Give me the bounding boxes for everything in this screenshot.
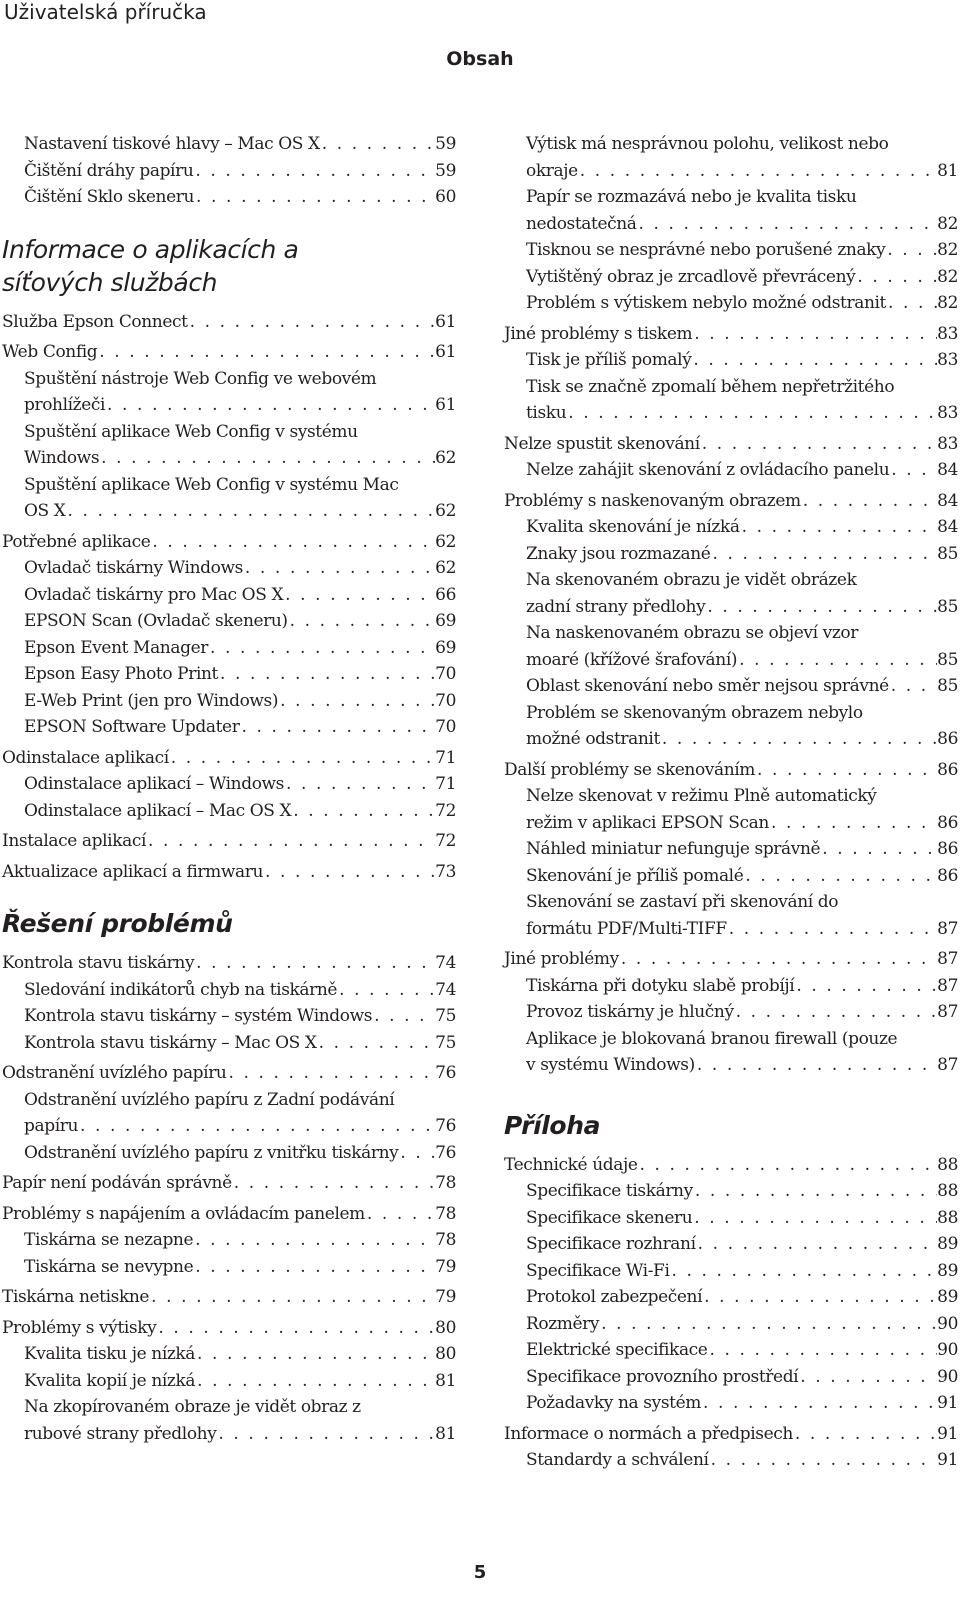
toc-entry[interactable]: Epson Event Manager . . . 69 <box>2 635 456 662</box>
toc-entry[interactable]: Tiskárna se nezapne . . . 78 <box>2 1227 456 1254</box>
toc-entry[interactable]: Tiskárna se nevypne . . . 79 <box>2 1254 456 1281</box>
toc-entry[interactable]: Odstranění uvízlého papíru . . . 76 <box>2 1060 456 1087</box>
toc-entry[interactable]: Odstranění uvízlého papíru z vnitřku tiskárny . . . 76 <box>2 1140 456 1167</box>
toc-entry[interactable]: Nastavení tiskové hlavy – Mac OS X . . . 59 <box>2 131 456 158</box>
toc-entry[interactable]: Nelze zahájit skenování z ovládacího panelu . . . 84 <box>504 457 958 484</box>
toc-entry[interactable]: Požadavky na systém . . . 91 <box>504 1390 958 1417</box>
toc-entry[interactable]: Specifikace rozhraní . . . 89 <box>504 1231 958 1258</box>
toc-entry[interactable]: Skenování je příliš pomalé . . . 86 <box>504 863 958 890</box>
toc-entry[interactable]: Tisknou se nesprávné nebo porušené znaky . . . 82 <box>504 237 958 264</box>
toc-entry[interactable]: Čištění dráhy papíru . . . 59 <box>2 158 456 185</box>
toc-entry[interactable]: Náhled miniatur nefunguje správně . . . 86 <box>504 836 958 863</box>
toc-entry[interactable]: Kvalita tisku je nízká . . . 80 <box>2 1341 456 1368</box>
toc-entry[interactable]: Spuštění aplikace Web Config v systému Mac OS X . . . 62 <box>2 472 456 525</box>
toc-entry[interactable]: Standardy a schválení . . . 91 <box>504 1447 958 1474</box>
toc-entry[interactable]: Tiskárna netiskne . . . 79 <box>2 1284 456 1311</box>
toc-entry[interactable]: Na zkopírovaném obraze je vidět obraz z rubové strany předlohy . . . 81 <box>2 1394 456 1447</box>
toc-entry[interactable]: Aplikace je blokovaná branou firewall (pouze v systému Windows) . . . 87 <box>504 1026 958 1079</box>
toc-entry[interactable]: EPSON Scan (Ovladač skeneru) . . . 69 <box>2 608 456 635</box>
toc-entry[interactable]: Kvalita skenování je nízká . . . 84 <box>504 514 958 541</box>
toc-right-column <box>504 131 958 1474</box>
toc-entry[interactable]: Specifikace Wi-Fi . . . 89 <box>504 1258 958 1285</box>
toc-entry[interactable]: Specifikace tiskárny . . . 88 <box>504 1178 958 1205</box>
toc-entry[interactable]: Jiné problémy . . . 87 <box>504 946 958 973</box>
toc-entry[interactable]: Jiné problémy s tiskem . . . 83 <box>504 321 958 348</box>
toc-entry[interactable]: Kontrola stavu tiskárny – Mac OS X . . . 75 <box>2 1030 456 1057</box>
section-heading[interactable]: Řešení problémů <box>2 909 233 938</box>
toc-entry[interactable]: Papír není podáván správně . . . 78 <box>2 1170 456 1197</box>
toc-entry[interactable]: Rozměry . . . 90 <box>504 1311 958 1338</box>
toc-entry[interactable]: Tisk se značně zpomalí během nepřetržitého tisku . . . 83 <box>504 374 958 427</box>
toc-entry[interactable]: Služba Epson Connect . . . 61 <box>2 309 456 336</box>
toc-entry[interactable]: Technické údaje . . . 88 <box>504 1152 958 1179</box>
toc-entry[interactable]: Odinstalace aplikací – Mac OS X . . . 72 <box>2 798 456 825</box>
toc-entry[interactable]: Sledování indikátorů chyb na tiskárně . . . 74 <box>2 977 456 1004</box>
toc-entry[interactable]: Informace o normách a předpisech . . . 91 <box>504 1421 958 1448</box>
toc-entry[interactable]: Specifikace provozního prostředí . . . 90 <box>504 1364 958 1391</box>
toc-entry[interactable]: Specifikace skeneru . . . 88 <box>504 1205 958 1232</box>
running-header: Uživatelská příručka <box>4 0 207 24</box>
toc-entry[interactable]: Čištění Sklo skeneru . . . 60 <box>2 184 456 211</box>
toc-entry[interactable]: Skenování se zastaví při skenování do formátu PDF/Multi-TIFF . . . 87 <box>504 889 958 942</box>
toc-entry[interactable]: Odstranění uvízlého papíru z Zadní podávání papíru . . . 76 <box>2 1087 456 1140</box>
toc-entry[interactable]: EPSON Software Updater . . . 70 <box>2 714 456 741</box>
toc-entry[interactable]: Výtisk má nesprávnou polohu, velikost nebo okraje . . . 81 <box>504 131 958 184</box>
toc-entry[interactable]: Papír se rozmazává nebo je kvalita tisku nedostatečná . . . 82 <box>504 184 958 237</box>
toc-entry[interactable]: Elektrické specifikace . . . 90 <box>504 1337 958 1364</box>
toc-entry[interactable]: Odinstalace aplikací – Windows . . . 71 <box>2 771 456 798</box>
toc-entry[interactable]: Instalace aplikací . . . 72 <box>2 828 456 855</box>
section-heading[interactable]: Příloha <box>504 1110 601 1140</box>
toc-entry[interactable]: Problém se skenovaným obrazem nebylo možné odstranit . . . 86 <box>504 700 958 753</box>
toc-entry[interactable]: Nelze spustit skenování . . . 83 <box>504 431 958 458</box>
toc-entry[interactable]: Kvalita kopií je nízká . . . 81 <box>2 1368 456 1395</box>
toc-entry[interactable]: Nelze skenovat v režimu Plně automatický režim v aplikaci EPSON Scan . . . 86 <box>504 783 958 836</box>
toc-entry[interactable]: Spuštění aplikace Web Config v systému Windows . . . 62 <box>2 419 456 472</box>
toc-entry[interactable]: Problém s výtiskem nebylo možné odstranit . . . 82 <box>504 290 958 317</box>
toc-entry[interactable]: Epson Easy Photo Print . . . 70 <box>2 661 456 688</box>
toc-entry[interactable]: Tiskárna při dotyku slabě probíjí . . . 87 <box>504 973 958 1000</box>
toc-entry[interactable]: Kontrola stavu tiskárny . . . 74 <box>2 950 456 977</box>
page-title: Obsah <box>446 48 514 70</box>
toc-entry[interactable]: Znaky jsou rozmazané . . . 85 <box>504 541 958 568</box>
toc-entry[interactable]: Provoz tiskárny je hlučný . . . 87 <box>504 999 958 1026</box>
toc-entry[interactable]: Potřebné aplikace . . . 62 <box>2 529 456 556</box>
toc-entry[interactable]: Problémy s výtisky . . . 80 <box>2 1315 456 1342</box>
toc-entry[interactable]: Vytištěný obraz je zrcadlově převrácený . . . 82 <box>504 264 958 291</box>
page-number: 5 <box>473 1562 487 1583</box>
toc-entry[interactable]: Web Config . . . 61 <box>2 339 456 366</box>
toc-entry[interactable]: Aktualizace aplikací a firmwaru . . . 73 <box>2 859 456 886</box>
toc-entry[interactable]: Ovladač tiskárny pro Mac OS X . . . 66 <box>2 582 456 609</box>
toc-entry[interactable]: Problémy s napájením a ovládacím panelem . . . 78 <box>2 1201 456 1228</box>
toc-entry[interactable]: Kontrola stavu tiskárny – systém Windows . . . 75 <box>2 1003 456 1030</box>
toc-entry[interactable]: Na naskenovaném obrazu se objeví vzor moaré (křížové šrafování) . . . 85 <box>504 620 958 673</box>
toc-entry[interactable]: Na skenovaném obrazu je vidět obrázek zadní strany předlohy . . . 85 <box>504 567 958 620</box>
toc-entry[interactable]: Tisk je příliš pomalý . . . 83 <box>504 347 958 374</box>
toc-entry[interactable]: Oblast skenování nebo směr nejsou správné . . . 85 <box>504 673 958 700</box>
toc-entry[interactable]: E-Web Print (jen pro Windows) . . . 70 <box>2 688 456 715</box>
toc-entry[interactable]: Problémy s naskenovaným obrazem . . . 84 <box>504 488 958 515</box>
toc-entry[interactable]: Spuštění nástroje Web Config ve webovém prohlížeči . . . 61 <box>2 366 456 419</box>
section-heading[interactable]: Informace o aplikacích a síťových službách <box>2 234 299 297</box>
toc-entry[interactable]: Odinstalace aplikací . . . 71 <box>2 745 456 772</box>
toc-entry[interactable]: Další problémy se skenováním . . . 86 <box>504 757 958 784</box>
toc-entry[interactable]: Protokol zabezpečení . . . 89 <box>504 1284 958 1311</box>
toc-left-column <box>2 131 456 1447</box>
toc-entry[interactable]: Ovladač tiskárny Windows . . . 62 <box>2 555 456 582</box>
